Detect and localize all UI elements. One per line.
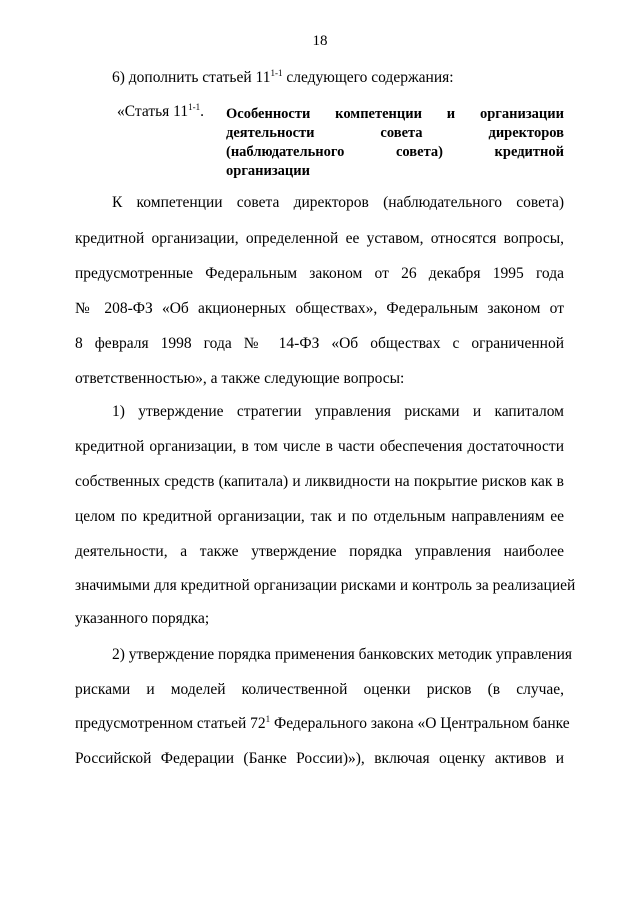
body-line: значимыми для кредитной организации рисками и контроль за реализацией	[75, 577, 576, 594]
intro-rest: следующего содержания:	[282, 69, 454, 86]
intro-line	[112, 69, 454, 88]
body-line: предусмотренные Федеральным законом от 26 декабря 1995 года	[75, 265, 564, 282]
article-title-line: Особенности компетенции и организации	[226, 106, 564, 122]
body-line: 8 февраля 1998 года № 14-ФЗ «Об обществах с ограниченной	[75, 335, 564, 352]
article-label-sup: 1-1	[188, 101, 201, 112]
body-line: собственных средств (капитала) и ликвидности на покрытие рисков как в	[75, 473, 564, 490]
body-line: деятельности, а также утверждение порядка управления наиболее	[75, 543, 564, 560]
page-number: 18	[312, 33, 328, 49]
body-line: К компетенции совета директоров (наблюдательного совета)	[112, 194, 564, 211]
body-line: ответственностью», а также следующие вопросы:	[75, 370, 405, 387]
article-title-line: (наблюдательного совета) кредитной	[226, 144, 564, 160]
body-line: Российской Федерации (Банке России)»), включая оценку активов и	[75, 750, 564, 767]
sup-line-post: Федерального закона «О Центральном банке	[270, 715, 570, 732]
body-line: 1) утверждение стратегии управления рисками и капиталом	[112, 403, 564, 420]
body-line: кредитной организации, в том числе в части обеспечения достаточности	[75, 438, 564, 455]
body-line: указанного порядка;	[75, 610, 210, 627]
article-label	[117, 103, 204, 122]
article-title-line: организации	[226, 163, 310, 179]
article-label-post: .	[200, 103, 204, 120]
article-title	[226, 105, 564, 181]
intro-sup: 1-1	[270, 67, 283, 78]
body-line: целом по кредитной организации, так и по отдельным направлениям ее	[75, 508, 564, 525]
body-line: № 208-ФЗ «Об акционерных обществах», Федеральным законом от	[75, 300, 564, 317]
body-line: кредитной организации, определенной ее уставом, относятся вопросы,	[75, 230, 564, 247]
body-line: 2) утверждение порядка применения банковских методик управления	[112, 646, 573, 663]
intro-text: 6) дополнить статьей 11	[112, 69, 271, 86]
body-line: рисками и моделей количественной оценки рисков (в случае,	[75, 681, 564, 698]
body-line-with-sup	[75, 713, 570, 734]
article-title-line: деятельности совета директоров	[226, 125, 564, 141]
sup-line-pre: предусмотренном статьей 72	[75, 715, 266, 732]
sup-line-sup: 1	[265, 713, 271, 724]
article-label-pre: «Статья 11	[117, 103, 189, 120]
